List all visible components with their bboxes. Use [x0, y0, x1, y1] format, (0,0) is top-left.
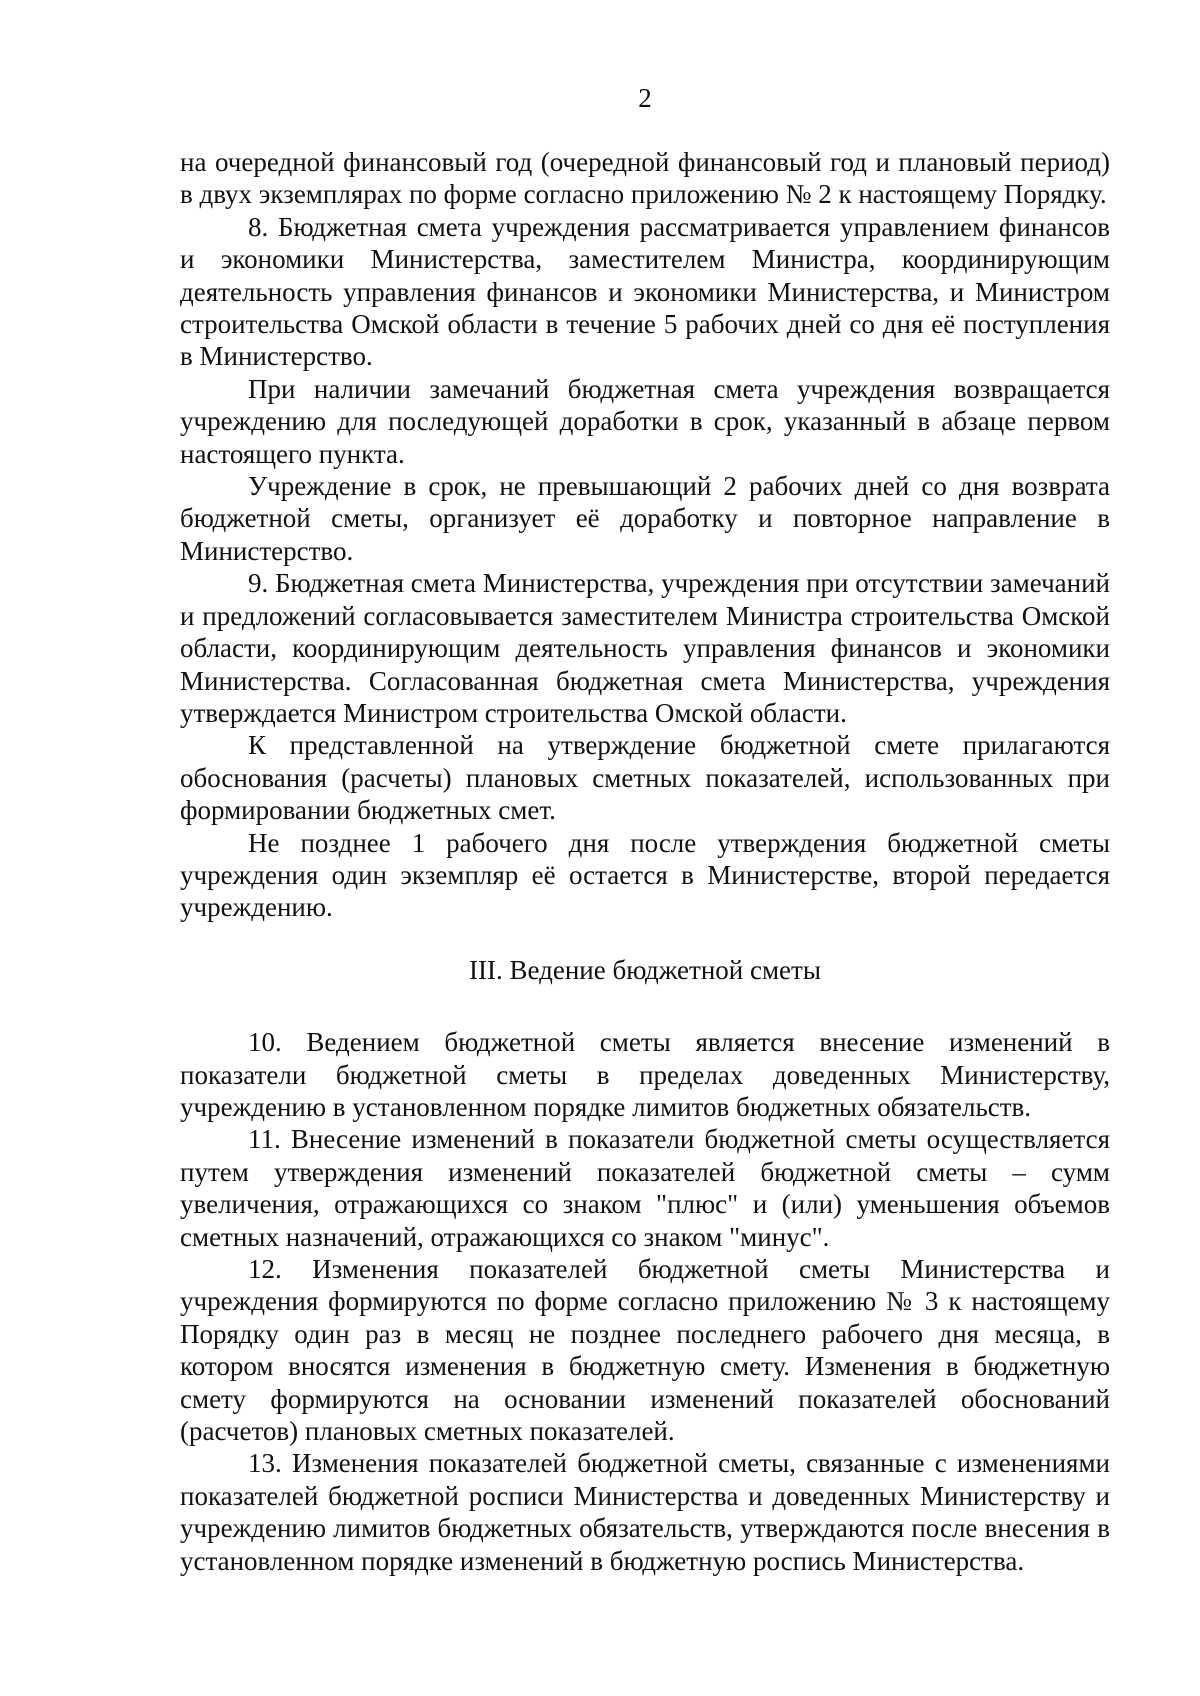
paragraph-item-9: 9. Бюджетная смета Министерства, учреждения при отсутствии замечаний и предложений согласовывается заместителем Министра строительства Омской области, координирующим деятельность управления финансов и экономики Министерства. Согласованная бюджетная смета Министерства, учреждения утверждается Министром строительства Омской области.: [180, 568, 1110, 728]
page-number: 2: [638, 83, 652, 113]
paragraph-item-11: 11. Внесение изменений в показатели бюджетной сметы осуществляется путем утверждения изменений показателей бюджетной сметы – сумм увеличения, отражающихся со знаком "плюс" и (или) уменьшения объемов сметных назначений, отражающихся со знаком "минус".: [180, 1124, 1110, 1252]
paragraph-item-13: 13. Изменения показателей бюджетной сметы, связанные с изменениями показателей бюджетной росписи Министерства и доведенных Министерству и учреждению лимитов бюджетных обязательств, утверждаются после внесения в установленном порядке изменений в бюджетную роспись Министерства.: [180, 1448, 1110, 1576]
paragraph-continuation: на очередной финансовый год (очередной финансовый год и плановый период) в двух экземплярах по форме согласно приложению № 2 к настоящему Порядку.: [180, 147, 1110, 210]
paragraph-item-10: 10. Ведением бюджетной сметы является внесение изменений в показатели бюджетной сметы в пределах доведенных Министерству, учреждению в установленном порядке лимитов бюджетных обязательств.: [180, 1027, 1110, 1122]
document-page: [180, 82, 1110, 1577]
paragraph-item-8: 8. Бюджетная смета учреждения рассматривается управлением финансов и экономики Министерства, заместителем Министра, координирующим деятельность управления финансов и экономики Министерства, и Министром строительства Омской области в течение 5 рабочих дней со дня её поступления в Министерство.: [180, 211, 1110, 372]
paragraph-item-12: 12. Изменения показателей бюджетной сметы Министерства и учреждения формируются по форме согласно приложению № 3 к настоящему Порядку один раз в месяц не позднее последнего рабочего дня месяца, в котором вносятся изменения в бюджетную смету. Изменения в бюджетную смету формируются на основании изменений показателей обоснований (расчетов) плановых сметных показателей.: [180, 1254, 1110, 1447]
paragraph-attachments: К представленной на утверждение бюджетной смете прилагаются обоснования (расчеты) плановых сметных показателей, использованных при формировании бюджетных смет.: [180, 730, 1110, 826]
paragraph-copies: Не позднее 1 рабочего дня после утверждения бюджетной сметы учреждения один экземпляр её остается в Министерстве, второй передается учреждению.: [180, 827, 1110, 923]
paragraph-remarks: При наличии замечаний бюджетная смета учреждения возвращается учреждению для последующей доработки в срок, указанный в абзаце первом настоящего пункта.: [180, 373, 1110, 469]
section-heading: III. Ведение бюджетной сметы: [469, 954, 821, 985]
paragraph-revision: Учреждение в срок, не превышающий 2 рабочих дней со дня возврата бюджетной сметы, организует её доработку и повторное направление в Министерство.: [180, 471, 1110, 566]
